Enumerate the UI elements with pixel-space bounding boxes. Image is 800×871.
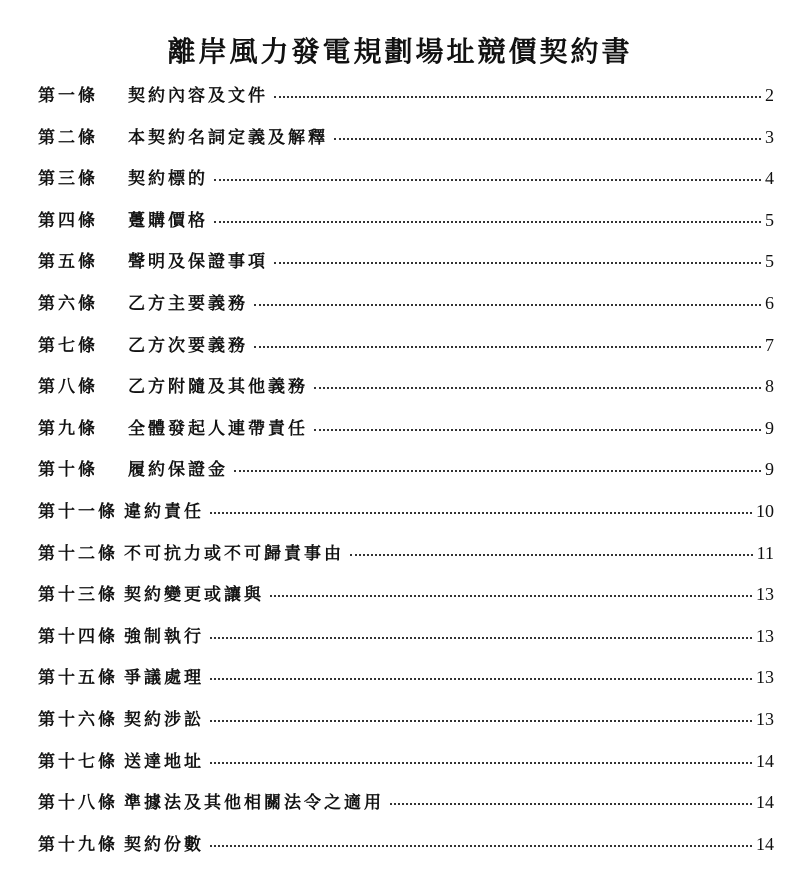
- toc-heading: 準據法及其他相關法令之適用: [124, 793, 384, 814]
- dot-leader: [254, 304, 761, 306]
- toc-page-number: 14: [756, 833, 774, 854]
- toc-page-number: 10: [756, 500, 774, 521]
- toc-heading: 送達地址: [124, 751, 204, 772]
- toc-article-number: 第八條: [38, 377, 98, 398]
- toc-heading: 聲明及保證事項: [128, 252, 268, 273]
- dot-leader: [210, 678, 752, 680]
- toc-page-number: 13: [756, 708, 774, 729]
- toc-page-number: 11: [756, 542, 774, 563]
- toc-article-number: 第十七條: [38, 751, 118, 772]
- toc-article-number: 第三條: [38, 169, 98, 190]
- dot-leader: [274, 262, 761, 264]
- toc-heading: 不可抗力或不可歸責事由: [124, 543, 344, 564]
- dot-leader: [210, 637, 752, 639]
- toc-article-number: 第六條: [38, 293, 98, 314]
- toc-page-number: 14: [756, 792, 774, 813]
- toc-article-number: 第十五條: [38, 668, 118, 689]
- toc-article-number: 第十八條: [38, 793, 118, 814]
- toc-heading: 強制執行: [124, 626, 204, 647]
- toc-article-number: 第九條: [38, 418, 98, 439]
- toc-heading: 乙方次要義務: [128, 335, 248, 356]
- toc-page-number: 13: [756, 667, 774, 688]
- toc-entry: [38, 123, 774, 165]
- dot-leader: [254, 346, 761, 348]
- toc-heading: 乙方主要義務: [128, 293, 248, 314]
- toc-article-number: 第一條: [38, 86, 98, 106]
- toc-entry: [38, 580, 774, 622]
- toc-article-number: 第十條: [38, 460, 98, 481]
- toc-entry: [38, 164, 774, 206]
- dot-leader: [270, 595, 752, 597]
- dot-leader: [210, 720, 752, 722]
- toc-page-number: 13: [756, 625, 774, 646]
- toc-entry: [38, 539, 774, 581]
- dot-leader: [234, 470, 761, 472]
- toc-heading: 全體發起人連帶責任: [128, 418, 308, 439]
- toc-article-number: 第二條: [38, 127, 98, 148]
- toc-article-number: 第十六條: [38, 709, 118, 730]
- toc-page-number: 13: [756, 584, 774, 605]
- toc-entry: [38, 705, 774, 747]
- toc-heading: 契約標的: [128, 169, 208, 190]
- toc-page-number: 8: [765, 376, 774, 397]
- toc-page-number: 5: [765, 251, 774, 272]
- toc-page-number: 4: [765, 168, 774, 189]
- toc-entry: [38, 247, 774, 289]
- toc-page-number: 7: [765, 334, 774, 355]
- toc-page-number: 14: [756, 750, 774, 771]
- dot-leader: [214, 179, 761, 181]
- toc-entry: [38, 289, 774, 331]
- dot-leader: [334, 138, 761, 140]
- toc-page-number: 5: [765, 209, 774, 230]
- toc-entry: [38, 830, 774, 871]
- toc-heading: 履約保證金: [128, 460, 228, 481]
- toc-article-number: 第十四條: [38, 626, 118, 647]
- toc-heading: 違約責任: [124, 501, 204, 522]
- page-title: 離岸風力發電規劃場址競價契約書: [167, 35, 633, 68]
- toc-entry: [38, 455, 774, 497]
- toc-entry: [38, 788, 774, 830]
- toc-page-number: 2: [765, 85, 774, 105]
- toc-entry: [38, 747, 774, 789]
- dot-leader: [350, 554, 753, 556]
- table-of-contents: [38, 81, 774, 871]
- toc-heading: 契約涉訟: [124, 709, 204, 730]
- toc-page-number: 9: [765, 459, 774, 480]
- dot-leader: [314, 429, 761, 431]
- toc-entry: [38, 414, 774, 456]
- toc-page-number: 9: [765, 417, 774, 438]
- toc-article-number: 第十二條: [38, 543, 118, 564]
- toc-heading: 契約內容及文件: [128, 86, 268, 106]
- toc-heading: 躉購價格: [128, 210, 208, 231]
- toc-heading: 契約份數: [124, 834, 204, 855]
- toc-heading: 乙方附隨及其他義務: [128, 377, 308, 398]
- dot-leader: [314, 387, 761, 389]
- toc-entry: [38, 81, 774, 123]
- toc-article-number: 第四條: [38, 210, 98, 231]
- dot-leader: [390, 803, 752, 805]
- toc-entry: [38, 372, 774, 414]
- toc-entry: [38, 663, 774, 705]
- toc-page-number: 6: [765, 292, 774, 313]
- toc-article-number: 第十九條: [38, 834, 118, 855]
- toc-article-number: 第五條: [38, 252, 98, 273]
- toc-article-number: 第十一條: [38, 501, 118, 522]
- toc-heading: 契約變更或讓與: [124, 585, 264, 606]
- toc-heading: 爭議處理: [124, 668, 204, 689]
- dot-leader: [210, 512, 752, 514]
- toc-article-number: 第十三條: [38, 585, 118, 606]
- dot-leader: [274, 96, 761, 98]
- toc-page-number: 3: [765, 126, 774, 147]
- dot-leader: [214, 221, 761, 223]
- toc-entry: [38, 497, 774, 539]
- toc-entry: [38, 622, 774, 664]
- toc-article-number: 第七條: [38, 335, 98, 356]
- toc-heading: 本契約名詞定義及解釋: [128, 127, 328, 148]
- dot-leader: [210, 845, 752, 847]
- dot-leader: [210, 762, 752, 764]
- toc-entry: [38, 206, 774, 248]
- toc-entry: [38, 331, 774, 373]
